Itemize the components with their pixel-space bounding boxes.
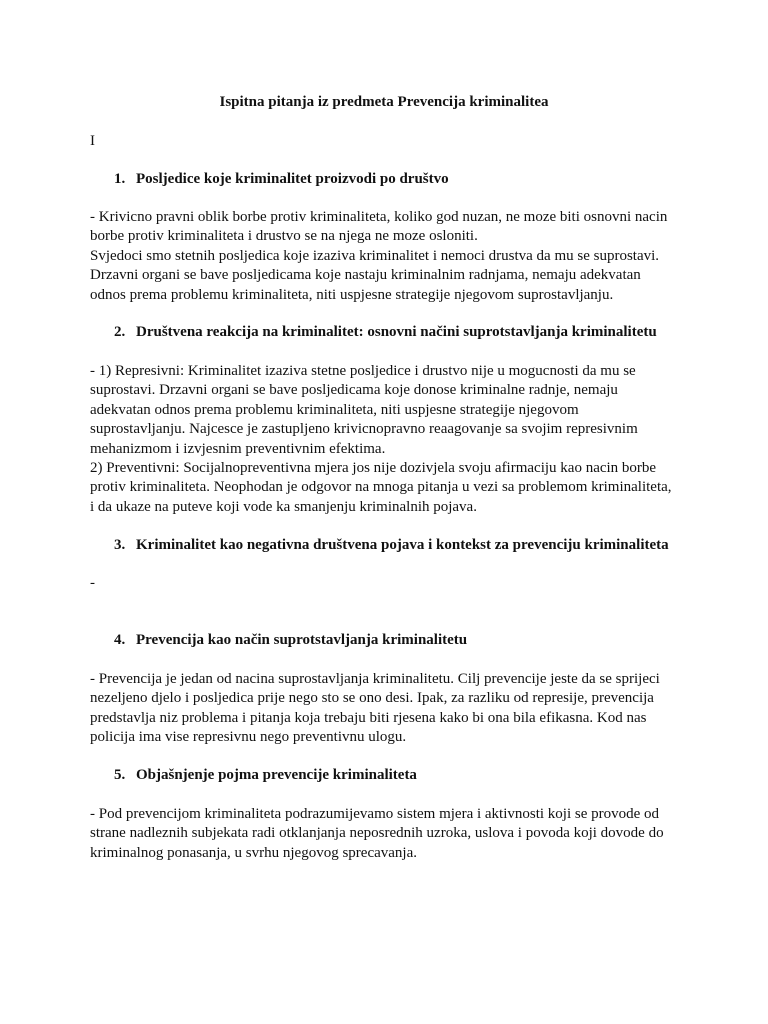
answer-line: i da ukaze na puteve koji vode ka smanjenju kriminalnih pojava. <box>90 498 477 515</box>
answer-line: policija ima vise represivnu nego preventivnu ulogu. <box>90 729 407 746</box>
question-heading-2 <box>114 323 714 342</box>
answer-line: mehanizmom i izvjesnim preventivnim efektima. <box>90 440 386 457</box>
answer-paragraph-1 <box>90 208 690 305</box>
answer-line: protiv kriminaliteta. Neophodan je odgovor na mnoga pitanja u vezi sa problemom kriminaliteta, <box>90 479 672 496</box>
question-title: Objašnjenje pojma prevencije kriminaliteta <box>136 767 417 783</box>
question-title: Prevencija kao način suprotstavljanja kriminalitetu <box>136 632 468 648</box>
answer-line: borbe protiv kriminaliteta i drustvo se na njega ne moze osloniti. <box>90 228 478 245</box>
answer-paragraph-3 <box>90 574 690 593</box>
answer-line: Svjedoci smo stetnih posljedica koje izaziva kriminalitet i nemoci drustva da mu se suprostavi. <box>90 247 660 264</box>
answer-line: suprostavi. Drzavni organi se bave posljedicama koje donose kriminalne radnje, nemaju <box>90 382 618 399</box>
question-number: 4. <box>114 632 126 648</box>
answer-line: Drzavni organi se bave posljedicama koje nastaju kriminalnim radnjama, nemaju adekvatan <box>90 267 641 284</box>
answer-paragraph-2 <box>90 362 690 517</box>
question-number: 3. <box>114 537 126 553</box>
question-title: Posljedice koje kriminalitet proizvodi po društvo <box>136 171 449 187</box>
answer-line: 2) Preventivni: Socijalnopreventivna mjera jos nije dozivjela svoju afirmaciju kao nacin borbe <box>90 460 657 477</box>
question-number: 5. <box>114 767 126 783</box>
question-number: 2. <box>114 324 126 340</box>
answer-line: odnos prema problemu kriminaliteta, niti uspjesne strategije njegovom suprostavljanju. <box>90 286 614 303</box>
question-heading-1 <box>114 170 714 189</box>
question-heading-3 <box>114 536 714 555</box>
answer-line: - Krivicno pravni oblik borbe protiv kriminaliteta, koliko god nuzan, ne moze biti osnovni nacin <box>90 209 668 225</box>
answer-line: - Prevencija je jedan od nacina suprostavljanja kriminalitetu. Cilj prevencije jeste da se sprijeci <box>90 671 660 687</box>
section-mark: I <box>90 133 95 149</box>
answer-paragraph-5 <box>90 805 690 863</box>
answer-line: suprostavljanju. Najcesce je zastupljeno krivicnopravno reaagovanje sa svojim represivnim <box>90 421 638 438</box>
answer-paragraph-4 <box>90 670 690 748</box>
answer-line: kriminalnog ponasanja, u svrhu njegovog sprecavanja. <box>90 844 417 861</box>
question-title: Kriminalitet kao negativna društvena pojava i kontekst za prevenciju kriminaliteta <box>136 537 669 553</box>
answer-line: - Pod prevencijom kriminaliteta podrazumijevamo sistem mjera i aktivnosti koji se provode od <box>90 806 660 822</box>
answer-line: predstavlja niz problema i pitanja koja trebaju biti rjesena kako bi ona bila efikasna. Kod nas <box>90 709 647 726</box>
question-number: 1. <box>114 171 126 187</box>
answer-line: adekvatan odnos prema problemu kriminaliteta, niti uspjesne strategije njegovom <box>90 401 579 418</box>
answer-line: nezeljeno djelo i posljedica prije nego sto se ono desi. Ipak, za razliku od represije, prevencija <box>90 690 654 707</box>
answer-line: - 1) Represivni: Kriminalitet izaziva stetne posljedice i drustvo nije u mogucnosti da mu se <box>90 363 636 379</box>
question-heading-5 <box>114 766 714 785</box>
question-heading-4 <box>114 631 714 650</box>
answer-line: strane nadleznih subjekata radi otklanjanja neposrednih uzroka, uslova i povoda koji dovode do <box>90 825 664 842</box>
document-title: Ispitna pitanja iz predmeta Prevencija kriminalitea <box>219 94 549 110</box>
question-title: Društvena reakcija na kriminalitet: osnovni načini suprotstavljanja kriminalitetu <box>136 324 657 340</box>
answer-line: - <box>90 575 95 591</box>
